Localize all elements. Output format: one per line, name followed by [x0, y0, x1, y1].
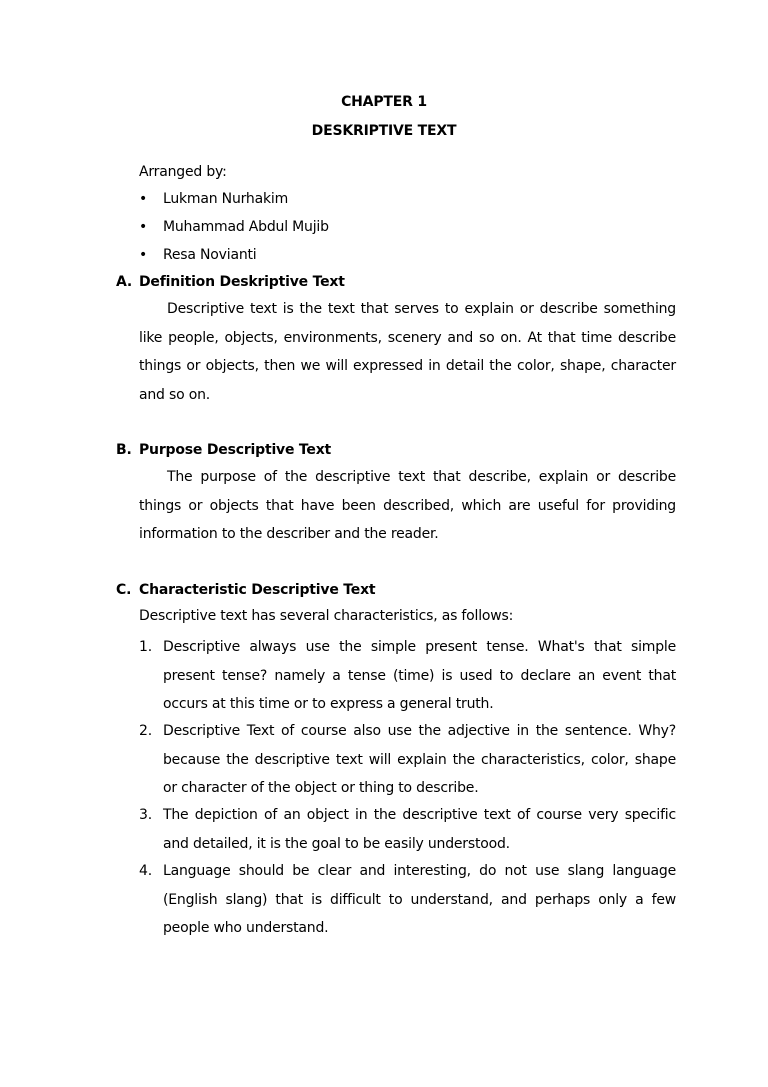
author-name: Lukman Nurhakim: [163, 191, 289, 207]
section-b-title: Purpose Descriptive Text: [139, 442, 332, 458]
bullet-icon: •: [139, 247, 148, 263]
section-a-paragraph: Descriptive text is the text that serves to explain or describe something like people, objects, environments, scenery and so on. At that time describe things or objects, then we will expressed in detail the color, shape, character and so on.: [139, 301, 676, 403]
list-item-text: Language should be clear and interesting, do not use slang language (English slang) that is difficult to understand, and perhaps only a few people who understand.: [163, 863, 676, 936]
section-b-paragraph: The purpose of the descriptive text that describe, explain or describe things or objects that have been described, which are useful for providing information to the describer and the reader.: [139, 469, 676, 542]
bullet-icon: •: [139, 219, 148, 235]
section-a-letter: A.: [116, 274, 133, 290]
section-c-intro: Descriptive text has several characteristics, as follows:: [139, 608, 514, 624]
bullet-icon: •: [139, 191, 148, 207]
list-item-text: Descriptive always use the simple present tense. What's that simple present tense? namely a tense (time) is used to declare an event that occurs at this time or to express a general truth.: [163, 639, 676, 712]
list-item-number: 4.: [139, 863, 152, 879]
list-item-text: The depiction of an object in the descriptive text of course very specific and detailed, it is the goal to be easily understood.: [163, 807, 676, 852]
section-a-title: Definition Deskriptive Text: [139, 274, 345, 290]
author-name: Muhammad Abdul Mujib: [163, 219, 329, 235]
section-b-letter: B.: [116, 442, 132, 458]
list-item-number: 2.: [139, 723, 152, 739]
author-name: Resa Novianti: [163, 247, 257, 263]
arranged-by-label: Arranged by:: [139, 164, 227, 180]
chapter-title: DESKRIPTIVE TEXT: [311, 123, 457, 139]
list-item-number: 3.: [139, 807, 152, 823]
list-item-text: Descriptive Text of course also use the adjective in the sentence. Why? because the descriptive text will explain the characteristics, color, shape or character of the object or thing to describe.: [163, 723, 676, 796]
section-c-title: Characteristic Descriptive Text: [139, 582, 376, 598]
list-item-number: 1.: [139, 639, 152, 655]
chapter-label: CHAPTER 1: [341, 94, 427, 110]
section-c-letter: C.: [116, 582, 132, 598]
